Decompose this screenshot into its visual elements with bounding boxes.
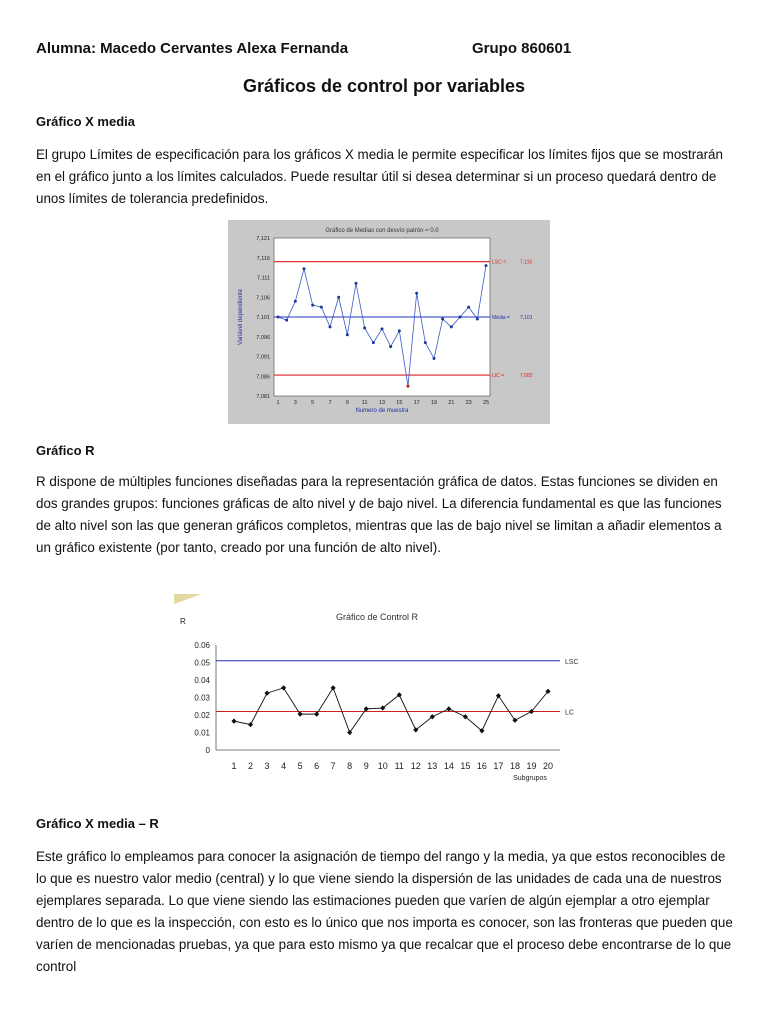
chart-title: Gráfico de Control R — [335, 612, 419, 622]
x-tick-label: 10 — [377, 761, 388, 771]
data-point — [314, 712, 319, 717]
data-point — [476, 317, 479, 320]
y-tick-label: 7,111 — [257, 275, 270, 282]
data-point — [294, 300, 297, 303]
y-tick-label: 7,121 — [256, 236, 270, 242]
x-tick-label: 7 — [328, 400, 332, 406]
x-tick-label: 3 — [293, 400, 297, 406]
data-point — [415, 292, 418, 295]
data-point — [264, 691, 269, 696]
data-point — [459, 316, 462, 319]
y-tick-label: 0.02 — [194, 711, 210, 720]
y-tick-label: 0.04 — [194, 676, 210, 685]
data-point — [346, 333, 349, 336]
data-point — [398, 329, 401, 332]
paragraph-xmedia-r: Este gráfico lo empleamos para conocer la asignación de tiempo del rango y la media, ya que estos reconocibles de lo que es nuestro valor medio (central) y lo que viene siendo la dispersión de las unidades de cada una de nuestros ejemplares separada. Lo que viene siendo las estimaciones pueden que varíen de algún ejemplar a otro ejemplar dentro de lo que es la inspección, con esto es lo único que nos importa es conocer, son las fronteras que pueden que varíen de mencionadas pruebas, ya que para esto mismo ya que recalcar que el proceso debe encontrarse de lo que control — [36, 849, 733, 974]
x-tick-label: 9 — [363, 761, 369, 771]
y-tick-label: 0.06 — [194, 641, 210, 650]
page-title: Gráficos de control por variables — [242, 76, 526, 96]
x-axis-label: Subgrupos — [513, 775, 547, 782]
control-line-label: LC — [565, 709, 574, 717]
data-point — [285, 319, 288, 322]
data-point — [485, 264, 488, 267]
control-line-label: LSC = — [492, 259, 507, 266]
control-line-value: 7,082 — [520, 373, 533, 380]
data-point — [512, 718, 517, 723]
data-point — [441, 317, 444, 320]
x-tick-label: 16 — [476, 761, 487, 771]
x-tick-label: 15 — [460, 761, 471, 771]
y-tick-label: 0.05 — [194, 658, 210, 668]
y-tick-label: 7,086 — [256, 374, 270, 381]
data-point — [467, 306, 470, 309]
chart-xmedia — [228, 220, 550, 424]
x-tick-label: 17 — [413, 400, 420, 406]
data-point — [446, 706, 451, 711]
x-tick-label: 9 — [345, 400, 349, 406]
student-name: Alumna: Macedo Cervantes Alexa Fernanda — [36, 40, 349, 57]
data-point — [355, 282, 358, 285]
x-tick-label: 13 — [427, 761, 438, 771]
series-line — [234, 688, 548, 733]
section-heading-xmedia: Gráfico X media — [36, 114, 135, 129]
data-point — [407, 385, 410, 388]
data-point — [248, 722, 253, 727]
control-line-value: 7,101 — [520, 315, 533, 321]
y-tick-label: 7,106 — [256, 295, 270, 302]
control-line-label: LSC — [565, 658, 579, 666]
x-axis-label: Numero de muestra — [355, 408, 409, 414]
x-tick-label: 2 — [248, 761, 254, 771]
x-tick-label: 12 — [410, 761, 421, 771]
data-point — [337, 296, 340, 299]
x-tick-label: 7 — [330, 761, 336, 771]
x-tick-label: 11 — [361, 400, 368, 406]
x-tick-label: 1 — [231, 761, 237, 771]
data-point — [331, 685, 336, 690]
x-tick-label: 23 — [465, 400, 472, 406]
y-tick-label: 7,091 — [256, 354, 270, 361]
x-tick-label: 1 — [276, 400, 280, 406]
data-point — [424, 341, 427, 344]
data-point — [450, 325, 453, 328]
control-line-label: Média = — [492, 315, 510, 321]
data-point — [496, 693, 501, 698]
x-tick-label: 3 — [264, 761, 270, 771]
data-point — [320, 306, 323, 309]
chart-r — [172, 592, 590, 800]
x-tick-label: 17 — [493, 761, 504, 771]
paragraph-xmedia: El grupo Límites de especificación para los gráficos X media le permite especificar los límites fijos que se mostrarán en el gráfico junto a los límites calculados. Puede resultar útil si desea determinar si un proceso quedará dentro de unos límites de tolerancia predefinidos. — [36, 147, 723, 206]
group-number: Grupo 860601 — [472, 40, 572, 57]
x-tick-label: 19 — [430, 400, 438, 406]
data-point — [329, 325, 332, 328]
section-heading-r: Gráfico R — [36, 443, 95, 458]
x-tick-label: 25 — [482, 400, 490, 406]
data-point — [303, 267, 306, 270]
data-point — [298, 712, 303, 717]
y-tick-label: 7,096 — [256, 334, 270, 341]
chart-title: Gráfico de Medias con desvío patrón = 0,0 — [325, 228, 439, 234]
data-point — [231, 719, 236, 724]
y-tick-label: 0.01 — [194, 728, 210, 738]
control-line-label: LIC = — [492, 373, 505, 380]
x-tick-label: 5 — [311, 400, 315, 406]
y-tick-label: 0.03 — [194, 693, 210, 703]
data-point — [311, 304, 314, 307]
data-point — [277, 316, 280, 319]
y-tick-label: 7,116 — [256, 255, 270, 262]
control-line-value: 7,115 — [520, 259, 533, 266]
x-tick-label: 19 — [526, 761, 537, 771]
data-point — [281, 685, 286, 690]
y-tick-label: 7,081 — [256, 394, 270, 400]
y-tick-label: 0 — [205, 746, 210, 755]
data-point — [372, 341, 375, 344]
data-point — [381, 327, 384, 330]
x-tick-label: 20 — [542, 761, 554, 771]
data-point — [363, 327, 366, 330]
x-tick-label: 21 — [448, 400, 455, 406]
x-tick-label: 5 — [297, 761, 303, 771]
y-axis-label: R — [180, 617, 186, 626]
x-tick-label: 4 — [281, 761, 287, 771]
paragraph-r: R dispone de múltiples funciones diseñadas para la representación gráfica de datos. Estas funciones se dividen en dos grandes grupos: funciones gráficas de alto nivel y de bajo nivel. La diferencia fundamental es que las funciones de alto nivel son las que generan gráficos completos, mientras que las de bajo nivel se limitan a añadir elementos a un gráfico existente (por tanto, creado por una función de alto nivel). — [36, 474, 722, 555]
section-heading-xmedia-r: Gráfico X media – R — [36, 816, 159, 831]
data-point — [389, 345, 392, 348]
x-tick-label: 13 — [378, 400, 386, 406]
x-tick-label: 15 — [396, 400, 403, 406]
x-tick-label: 14 — [443, 761, 454, 771]
y-axis-label: Variável dependiente — [238, 289, 244, 345]
x-tick-label: 11 — [394, 761, 404, 771]
x-tick-label: 8 — [347, 761, 353, 771]
data-point — [433, 357, 436, 360]
x-tick-label: 6 — [314, 761, 320, 771]
x-tick-label: 18 — [509, 761, 520, 771]
y-tick-label: 7,101 — [256, 315, 270, 321]
corner-fold — [174, 594, 202, 604]
